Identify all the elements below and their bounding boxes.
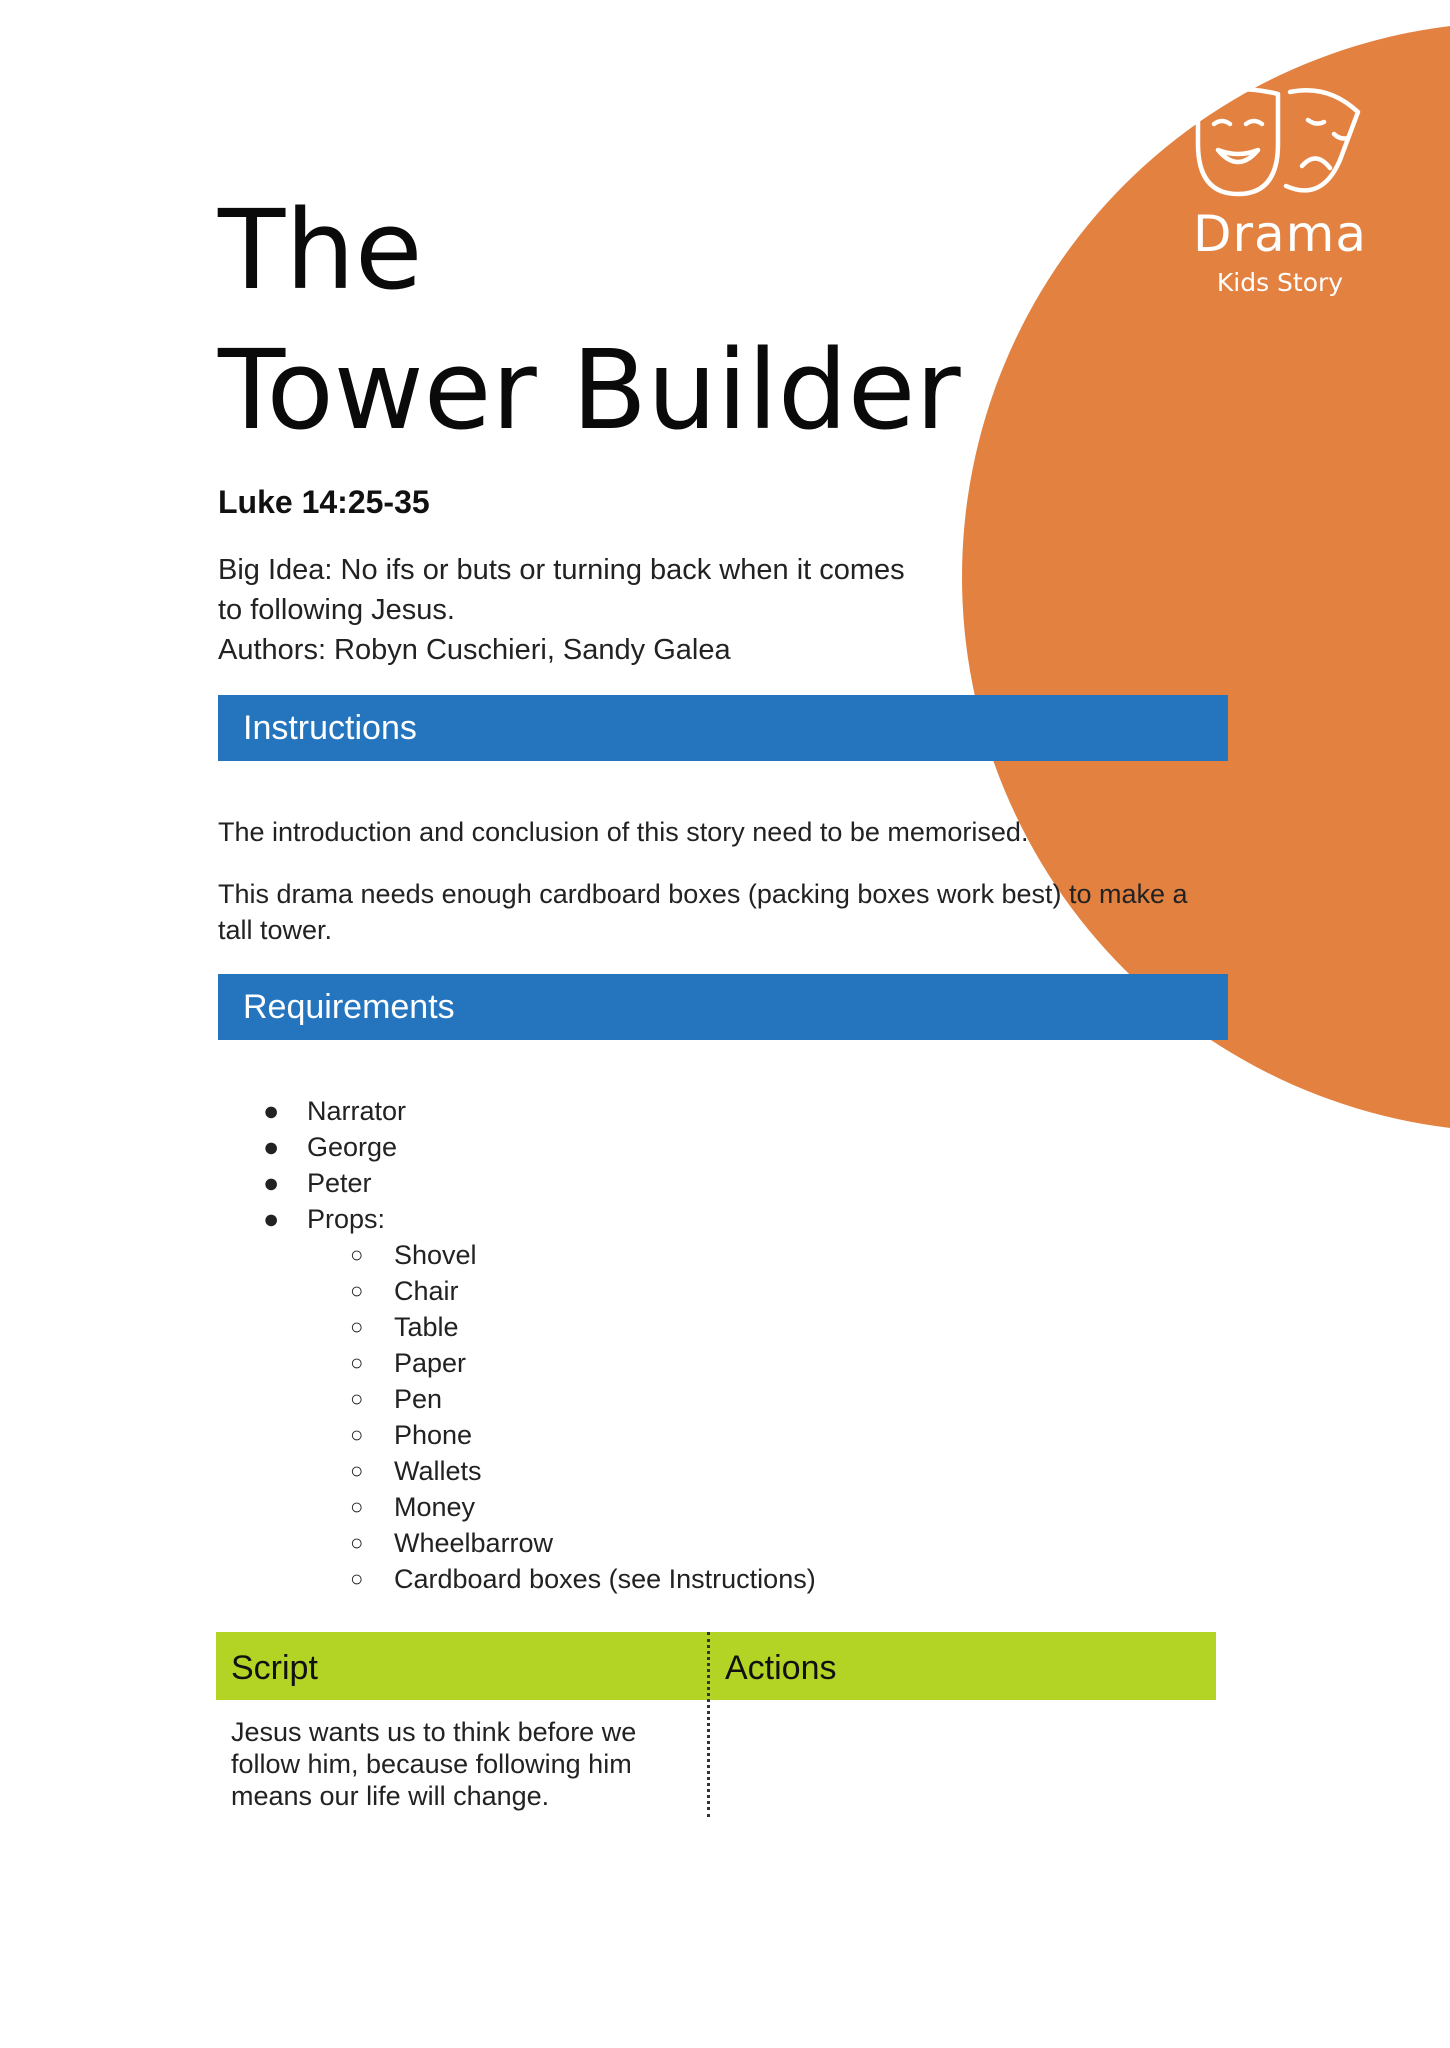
prop-label: Shovel xyxy=(394,1240,477,1270)
title-line-1: The xyxy=(218,186,423,314)
prop-label: Phone xyxy=(394,1420,473,1450)
prop-label: Money xyxy=(394,1492,476,1522)
table-header xyxy=(216,1632,1216,1700)
circle-bullet-icon: ○ xyxy=(350,1386,364,1411)
circle-bullet-icon: ○ xyxy=(350,1458,364,1483)
page-title xyxy=(218,180,961,460)
bullet-icon: ● xyxy=(263,1204,280,1234)
story-meta xyxy=(218,550,998,670)
circle-bullet-icon: ○ xyxy=(350,1350,364,1375)
prop-label: Chair xyxy=(394,1276,459,1306)
scripture-reference: Luke 14:25-35 xyxy=(218,484,430,520)
prop-label: Wallets xyxy=(394,1456,482,1486)
column-header-actions: Actions xyxy=(725,1649,837,1687)
bullet-icon: ● xyxy=(263,1096,280,1126)
prop-label: Paper xyxy=(394,1348,467,1378)
list-item-label: George xyxy=(307,1132,398,1162)
prop-label: Pen xyxy=(394,1384,443,1414)
instructions-heading: Instructions xyxy=(218,695,1228,761)
instructions-paragraph-1: The introduction and conclusion of this story need to be memorised. xyxy=(218,817,1029,847)
circle-bullet-icon: ○ xyxy=(350,1314,364,1339)
circle-bullet-icon: ○ xyxy=(350,1242,364,1267)
bullet-icon: ● xyxy=(263,1132,280,1162)
list-item-label: Props: xyxy=(307,1204,386,1234)
column-header-script: Script xyxy=(231,1649,318,1687)
badge-title: Drama xyxy=(1192,205,1368,263)
script-table xyxy=(216,1632,1216,1817)
prop-label: Wheelbarrow xyxy=(394,1528,554,1558)
list-item-label: Narrator xyxy=(307,1096,407,1126)
requirements-heading: Requirements xyxy=(218,974,1228,1040)
column-divider xyxy=(707,1632,710,1817)
authors: Authors: Robyn Cuschieri, Sandy Galea xyxy=(218,634,731,666)
circle-bullet-icon: ○ xyxy=(350,1530,364,1555)
badge-subtitle: Kids Story xyxy=(1216,268,1344,297)
theatre-masks-icon xyxy=(1190,82,1370,212)
title-line-2: Tower Builder xyxy=(218,326,961,454)
circle-bullet-icon: ○ xyxy=(350,1494,364,1519)
big-idea-line-1: Big Idea: No ifs or buts or turning back when it comes xyxy=(218,554,905,586)
bullet-icon: ● xyxy=(263,1168,280,1198)
big-idea-line-2: to following Jesus. xyxy=(218,594,455,626)
list-item-label: Peter xyxy=(307,1168,372,1198)
prop-label: Cardboard boxes (see Instructions) xyxy=(394,1564,816,1594)
table-cell-script: Jesus wants us to think before we follow him, because following him means our life will change. xyxy=(231,1717,637,1811)
prop-label: Table xyxy=(394,1312,459,1342)
circle-bullet-icon: ○ xyxy=(350,1566,364,1591)
circle-bullet-icon: ○ xyxy=(350,1422,364,1447)
circle-bullet-icon: ○ xyxy=(350,1278,364,1303)
instructions-paragraph-2: This drama needs enough cardboard boxes (packing boxes work best) to make a tall tower. xyxy=(218,879,1188,945)
